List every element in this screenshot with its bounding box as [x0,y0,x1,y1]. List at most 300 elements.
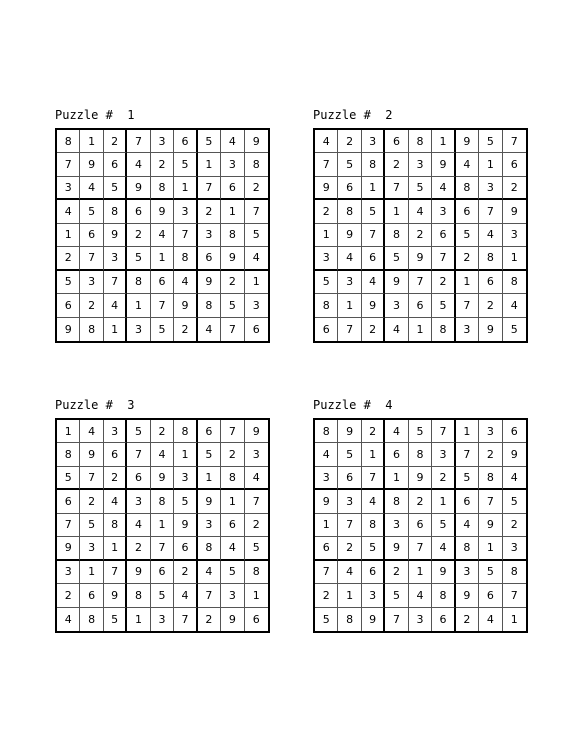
sudoku-cell: 2 [315,200,338,223]
sudoku-cell: 7 [151,294,174,317]
sudoku-cell: 6 [57,294,80,317]
sudoku-cell: 3 [338,490,361,513]
sudoku-cell: 5 [174,153,197,176]
sudoku-cell: 5 [409,420,432,443]
sudoku-cell: 9 [57,537,80,560]
sudoku-cell: 7 [315,153,338,176]
sudoku-cell: 9 [174,294,197,317]
sudoku-cell: 6 [252,612,260,626]
sudoku-cell: 4 [151,224,174,247]
sudoku-cell: 8 [456,537,479,560]
sudoku-cell: 5 [362,537,385,560]
sudoku-cell: 6 [174,537,197,560]
sudoku-cell: 9 [57,318,80,341]
sudoku-cell: 9 [503,443,526,466]
sudoku-cell: 8 [315,294,338,317]
sudoku-cell: 7 [151,537,174,560]
sudoku-cell: 5 [104,608,127,631]
sudoku-cell: 6 [432,608,455,631]
sudoku-cell: 9 [385,271,408,294]
sudoku-cell: 3 [151,130,174,153]
sudoku-cell: 5 [456,224,479,247]
sudoku-cell: 7 [80,247,103,270]
sudoku-cell: 7 [174,224,197,247]
sudoku-cell: 7 [104,561,127,584]
sudoku-cell: 5 [315,271,338,294]
sudoku-cell: 1 [80,130,103,153]
sudoku-cell: 1 [503,247,526,270]
sudoku-cell: 9 [245,420,268,443]
sudoku-cell: 1 [432,130,455,153]
sudoku-cell: 9 [503,200,526,223]
sudoku-grid [55,418,270,633]
sudoku-cell: 3 [456,318,479,341]
sudoku-cell: 8 [127,584,150,607]
sudoku-cell: 6 [479,271,502,294]
sudoku-cell: 6 [315,537,338,560]
sudoku-cell: 4 [221,130,244,153]
sudoku-cell: 3 [104,420,127,443]
sudoku-cell: 6 [479,584,502,607]
sudoku-cell: 5 [456,467,479,490]
sudoku-cell: 4 [362,490,385,513]
sudoku-cell: 1 [456,271,479,294]
sudoku-cell: 3 [127,490,150,513]
sudoku-cell: 4 [315,130,338,153]
sudoku-cell: 3 [245,294,268,317]
sudoku-cell: 8 [362,514,385,537]
sudoku-cell: 7 [362,467,385,490]
sudoku-cell: 9 [456,584,479,607]
sudoku-cell: 9 [80,153,103,176]
sudoku-cell: 7 [104,271,127,294]
sudoku-cell: 2 [104,130,127,153]
sudoku-cell: 5 [57,271,80,294]
sudoku-cell: 6 [315,318,338,341]
sudoku-cell: 2 [57,584,80,607]
sudoku-cell: 1 [315,514,338,537]
sudoku-cell: 5 [385,247,408,270]
sudoku-cell: 6 [151,561,174,584]
sudoku-cell: 8 [409,443,432,466]
sudoku-cell: 1 [104,318,127,341]
sudoku-cell: 1 [198,467,221,490]
sudoku-cell: 3 [385,294,408,317]
sudoku-cell: 2 [503,514,526,537]
sudoku-cell: 8 [104,200,127,223]
sudoku-cell: 7 [409,271,432,294]
sudoku-cell: 7 [409,537,432,560]
sudoku-cell: 8 [221,467,244,490]
sudoku-cell: 1 [198,153,221,176]
sudoku-cell: 2 [198,200,221,223]
sudoku-cell: 7 [127,443,150,466]
sudoku-cell: 7 [479,200,502,223]
sudoku-cell: 2 [57,247,80,270]
sudoku-cell: 9 [409,247,432,270]
sudoku-cell: 7 [198,177,221,200]
sudoku-cell: 7 [174,608,197,631]
sudoku-cell: 2 [174,561,197,584]
sudoku-cell: 6 [409,514,432,537]
sudoku-cell: 7 [245,490,268,513]
sudoku-cell: 8 [245,561,268,584]
sudoku-cell: 9 [362,608,385,631]
sudoku-cell: 7 [385,177,408,200]
sudoku-cell: 8 [338,200,361,223]
sudoku-cell: 5 [479,561,502,584]
sudoku-cell: 2 [456,608,479,631]
sudoku-cell: 2 [151,153,174,176]
sudoku-cell: 7 [338,514,361,537]
sudoku-cell: 4 [174,584,197,607]
sudoku-cell: 6 [252,322,260,336]
sudoku-cell: 7 [432,420,455,443]
sudoku-cell: 5 [362,200,385,223]
sudoku-cell: 2 [151,420,174,443]
sudoku-cell: 2 [338,537,361,560]
sudoku-cell: 7 [245,200,268,223]
sudoku-cell: 9 [338,224,361,247]
sudoku-cell: 1 [315,224,338,247]
sudoku-cell: 6 [104,443,127,466]
sudoku-cell: 3 [338,271,361,294]
sudoku-cell: 2 [456,247,479,270]
sudoku-cell: 6 [362,561,385,584]
sudoku-cell: 9 [221,608,244,631]
sudoku-cell: 9 [221,247,244,270]
sudoku-cell: 6 [338,177,361,200]
sudoku-cell: 1 [479,153,502,176]
sudoku-cell: 7 [221,420,244,443]
sudoku-cell: 9 [315,177,338,200]
sudoku-cell: 3 [198,224,221,247]
sudoku-cell: 3 [432,200,455,223]
sudoku-cell: 2 [245,514,268,537]
sudoku-cell: 5 [385,584,408,607]
sudoku-cell: 6 [221,177,244,200]
sudoku-cell: 4 [127,153,150,176]
sudoku-cell: 1 [174,443,197,466]
sudoku-cell: 9 [385,537,408,560]
sudoku-cell: 5 [510,322,518,336]
sudoku-cell: 1 [174,177,197,200]
sudoku-cell: 8 [57,130,80,153]
sudoku-cell: 8 [57,443,80,466]
sudoku-cell: 4 [174,271,197,294]
sudoku-cell: 4 [456,153,479,176]
sudoku-cell: 2 [362,420,385,443]
sudoku-cell: 1 [221,490,244,513]
sudoku-cell: 1 [456,420,479,443]
sudoku-cell: 3 [245,443,268,466]
sudoku-cell: 7 [57,514,80,537]
sudoku-cell: 2 [174,318,197,341]
sudoku-cell: 6 [80,224,103,247]
sudoku-cell: 1 [385,467,408,490]
sudoku-cell: 4 [245,467,268,490]
sudoku-cell: 8 [151,490,174,513]
sudoku-cell: 4 [432,537,455,560]
sudoku-cell: 4 [151,443,174,466]
sudoku-cell: 7 [456,443,479,466]
sudoku-cell: 4 [127,514,150,537]
sudoku-cell: 6 [409,294,432,317]
sudoku-cell: 1 [362,177,385,200]
sudoku-cell: 3 [221,153,244,176]
sudoku-cell: 1 [245,271,268,294]
sudoku-cell: 2 [432,467,455,490]
sudoku-cell: 4 [338,247,361,270]
sudoku-cell: 5 [104,177,127,200]
sudoku-cell: 7 [503,130,526,153]
sudoku-cell: 8 [409,130,432,153]
puzzle-title: Puzzle # 1 [55,108,135,122]
sudoku-cell: 1 [57,420,80,443]
sudoku-cell: 9 [151,200,174,223]
sudoku-cell: 8 [151,177,174,200]
sudoku-cell: 9 [104,584,127,607]
sudoku-cell: 6 [198,420,221,443]
sudoku-cell: 3 [385,514,408,537]
sudoku-cell: 9 [456,130,479,153]
sudoku-cell: 1 [409,561,432,584]
sudoku-cell: 1 [80,561,103,584]
sudoku-cell: 3 [104,247,127,270]
sudoku-cell: 8 [80,608,103,631]
sudoku-cell: 1 [221,200,244,223]
sudoku-cell: 5 [479,130,502,153]
sudoku-cell: 4 [57,608,80,631]
sudoku-cell: 6 [221,514,244,537]
sudoku-cell: 9 [409,467,432,490]
sudoku-cell: 9 [127,561,150,584]
sudoku-cell: 3 [503,224,526,247]
sudoku-cell: 4 [57,200,80,223]
sudoku-cell: 8 [362,153,385,176]
sudoku-cell: 9 [198,490,221,513]
sudoku-cell: 1 [409,318,432,341]
puzzle-title: Puzzle # 3 [55,398,135,412]
sudoku-cell: 4 [385,318,408,341]
sudoku-cell: 2 [479,443,502,466]
sudoku-cell: 6 [127,467,150,490]
sudoku-cell: 3 [80,271,103,294]
sudoku-cell: 2 [127,537,150,560]
sudoku-cell: 7 [80,467,103,490]
sudoku-cell: 6 [57,490,80,513]
sudoku-cell: 8 [80,318,103,341]
sudoku-cell: 3 [479,177,502,200]
sudoku-cell: 4 [409,200,432,223]
sudoku-cell: 5 [338,153,361,176]
sudoku-cell: 5 [432,294,455,317]
sudoku-cell: 5 [409,177,432,200]
sudoku-cell: 4 [432,177,455,200]
sudoku-cell: 7 [503,584,526,607]
sudoku-cell: 9 [432,153,455,176]
sudoku-cell: 2 [80,490,103,513]
sudoku-cell: 5 [221,561,244,584]
sudoku-cell: 8 [245,153,268,176]
sudoku-cell: 6 [503,153,526,176]
sudoku-cell: 7 [221,318,244,341]
sudoku-cell: 3 [362,130,385,153]
sudoku-cell: 3 [127,318,150,341]
sudoku-cell: 4 [221,537,244,560]
sudoku-cell: 4 [456,514,479,537]
sudoku-cell: 2 [503,177,526,200]
sudoku-cell: 8 [104,514,127,537]
sudoku-cell: 2 [127,224,150,247]
sudoku-cell: 4 [104,294,127,317]
sudoku-cell: 7 [315,561,338,584]
sudoku-cell: 4 [315,443,338,466]
sudoku-cell: 5 [151,584,174,607]
sudoku-cell: 8 [503,561,526,584]
sudoku-cell: 3 [409,153,432,176]
sudoku-cell: 6 [385,443,408,466]
sudoku-cell: 2 [221,443,244,466]
sudoku-cell: 7 [338,318,361,341]
sudoku-cell: 2 [198,608,221,631]
sudoku-cell: 8 [432,318,455,341]
sudoku-cell: 8 [338,608,361,631]
sudoku-cell: 1 [151,247,174,270]
sudoku-cell: 3 [221,584,244,607]
sudoku-cell: 4 [104,490,127,513]
sudoku-cell: 9 [245,130,268,153]
sudoku-cell: 1 [151,514,174,537]
sudoku-cell: 7 [456,294,479,317]
sudoku-cell: 5 [503,490,526,513]
sudoku-cell: 1 [338,584,361,607]
sudoku-cell: 1 [104,537,127,560]
sudoku-cell: 4 [409,584,432,607]
sudoku-cell: 6 [503,420,526,443]
sudoku-cell: 1 [245,584,268,607]
sudoku-cell: 5 [198,130,221,153]
sudoku-cell: 5 [127,420,150,443]
sudoku-cell: 6 [104,153,127,176]
sudoku-cell: 2 [432,271,455,294]
sudoku-cell: 4 [362,271,385,294]
sudoku-cell: 3 [57,561,80,584]
sudoku-cell: 2 [385,561,408,584]
sudoku-cell: 4 [479,608,502,631]
sudoku-cell: 9 [198,271,221,294]
sudoku-cell: 6 [127,200,150,223]
sudoku-cell: 6 [432,224,455,247]
sudoku-cell: 7 [362,224,385,247]
sudoku-cell: 7 [479,490,502,513]
sudoku-cell: 3 [503,537,526,560]
sudoku-cell: 7 [198,584,221,607]
sudoku-cell: 5 [432,514,455,537]
sudoku-cell: 9 [174,514,197,537]
sudoku-cell: 8 [479,467,502,490]
sudoku-cell: 9 [479,318,502,341]
sudoku-cell: 9 [432,561,455,584]
sudoku-cell: 8 [456,177,479,200]
sudoku-cell: 1 [432,490,455,513]
sudoku-cell: 8 [385,224,408,247]
sudoku-cell: 9 [80,443,103,466]
sudoku-cell: 4 [503,294,526,317]
sudoku-cell: 5 [315,608,338,631]
sudoku-cell: 3 [479,420,502,443]
sudoku-cell: 3 [315,247,338,270]
sudoku-cell: 5 [245,224,268,247]
sudoku-cell: 3 [315,467,338,490]
sudoku-cell: 5 [80,200,103,223]
sudoku-cell: 1 [338,294,361,317]
sudoku-cell: 2 [104,467,127,490]
sudoku-cell: 3 [432,443,455,466]
sudoku-cell: 6 [338,467,361,490]
sudoku-cell: 1 [127,608,150,631]
sudoku-cell: 4 [198,318,221,341]
sudoku-cell: 5 [174,490,197,513]
sudoku-cell: 5 [221,294,244,317]
sudoku-cell: 5 [198,443,221,466]
sudoku-cell: 2 [362,318,385,341]
sudoku-cell: 6 [151,271,174,294]
sudoku-cell: 6 [362,247,385,270]
sudoku-cell: 9 [479,514,502,537]
sudoku-cell: 9 [315,490,338,513]
sudoku-cell: 5 [245,537,268,560]
sudoku-cell: 3 [362,584,385,607]
sudoku-cell: 2 [80,294,103,317]
sudoku-cell: 2 [409,224,432,247]
sudoku-cell: 7 [127,130,150,153]
sudoku-cell: 4 [479,224,502,247]
sudoku-cell: 5 [127,247,150,270]
sudoku-cell: 4 [385,420,408,443]
sudoku-cell: 9 [104,224,127,247]
sudoku-cell: 2 [338,130,361,153]
sudoku-cell: 3 [80,537,103,560]
sudoku-cell: 9 [338,420,361,443]
sudoku-grid [55,128,270,343]
sudoku-cell: 2 [385,153,408,176]
sudoku-cell: 4 [338,561,361,584]
sudoku-cell: 4 [198,561,221,584]
sudoku-cell: 8 [503,271,526,294]
sudoku-cell: 6 [385,130,408,153]
sudoku-grid [313,128,528,343]
sudoku-cell: 2 [315,584,338,607]
sudoku-cell: 6 [456,490,479,513]
sudoku-cell: 4 [80,177,103,200]
sudoku-cell: 1 [385,200,408,223]
sudoku-cell: 3 [456,561,479,584]
sudoku-cell: 3 [174,467,197,490]
sudoku-cell: 8 [174,420,197,443]
sudoku-cell: 1 [57,224,80,247]
sudoku-cell: 6 [174,130,197,153]
sudoku-cell: 8 [479,247,502,270]
sudoku-grid [313,418,528,633]
sudoku-cell: 5 [57,467,80,490]
sudoku-cell: 9 [127,177,150,200]
sudoku-cell: 9 [362,294,385,317]
sudoku-cell: 6 [456,200,479,223]
sudoku-cell: 6 [198,247,221,270]
sudoku-cell: 4 [503,467,526,490]
sudoku-cell: 3 [409,608,432,631]
